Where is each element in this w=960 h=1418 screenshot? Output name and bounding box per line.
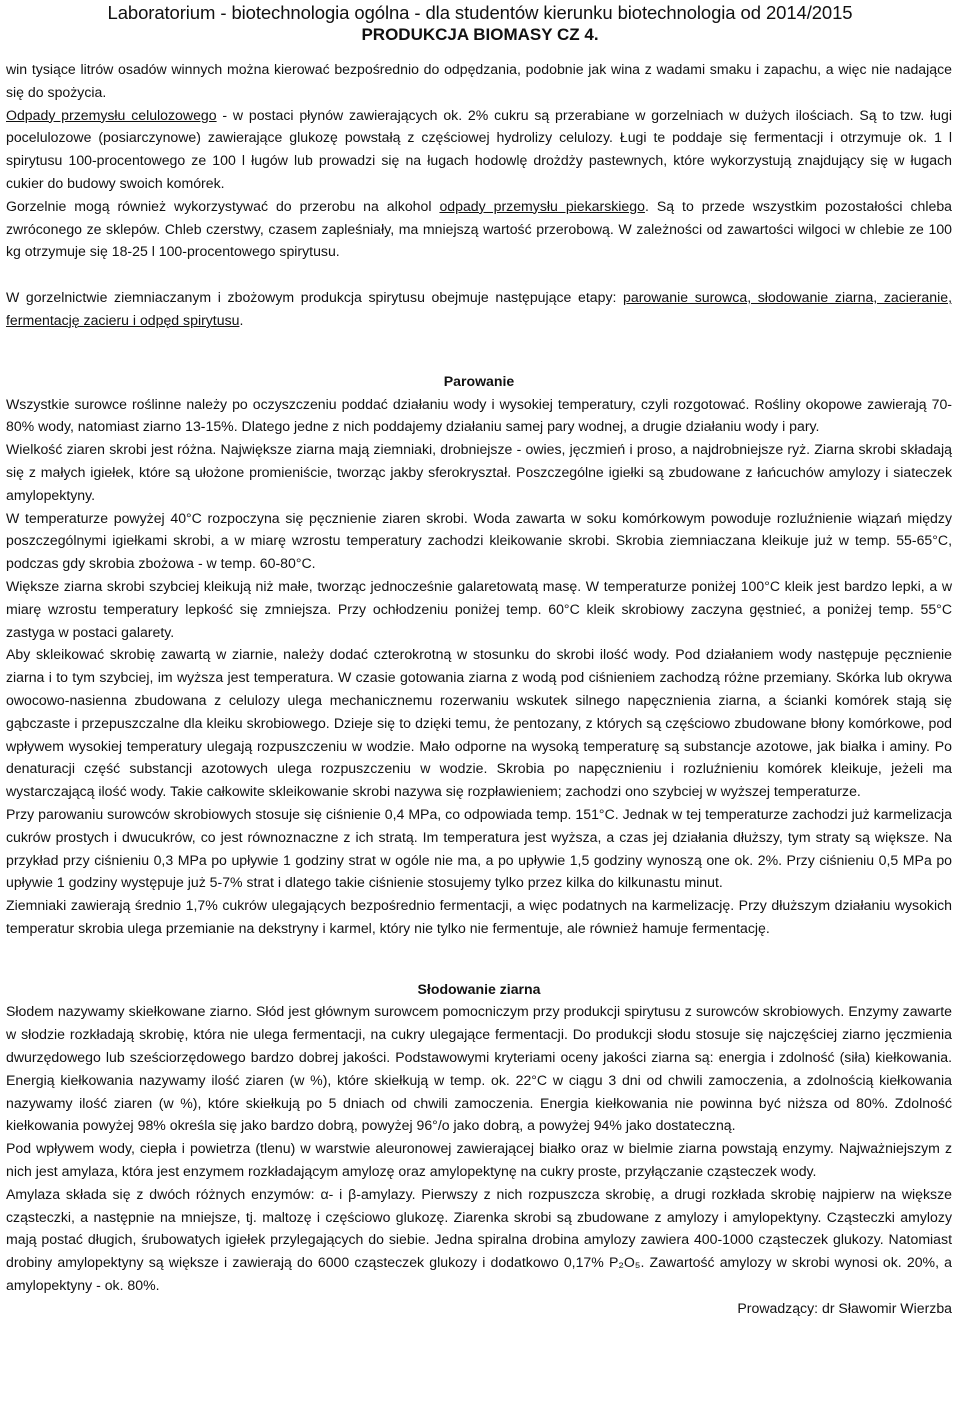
parowanie-paragraph: Wszystkie surowce roślinne należy po oczyszczeniu poddać działaniu wody i wysokiej temperatury, czyli rozgotować. Rośliny okopowe zawierają 70-80% wody, natomiast ziarno 13-15%. Dlatego jedne z nich poddajemy działaniu samej pary wodnej, a drugie działaniu wody i pary. bbox=[6, 395, 952, 435]
intro-paragraph-4-text-b: . bbox=[239, 311, 244, 328]
intro-paragraph-1: win tysiące litrów osadów winnych można kierować bezpośrednio do odpędzania, podobnie jak wina z wadami smaku i zapachu, a więc nie nadające się do spożycia. bbox=[6, 61, 952, 100]
section-heading-parowanie: Parowanie bbox=[443, 372, 515, 389]
slodowanie-paragraph: Pod wpływem wody, ciepła i powietrza (tlenu) w warstwie aleuronowej zawierającej białko oraz w bielmie ziarna powstają enzymy. Najważniejszym z nich jest amylaza, która jest enzymem rozkładającym amylozę oraz amylopektynę na cukry proste, przyłączanie cząsteczek wody. bbox=[6, 1140, 952, 1180]
page-header bbox=[0, 0, 960, 45]
instructor-signature: Prowadzący: dr Sławomir Wierzba bbox=[737, 1299, 952, 1316]
document-body bbox=[6, 58, 952, 1320]
slodowanie-paragraph: Amylaza składa się z dwóch różnych enzymów: α- i β-amylazy. Pierwszy z nich rozpuszcza skrobię, a drugi rozkłada skrobię najpierw na większe cząsteczki, a następnie na mniejsze, tj. maltozę i częściowo glukozę. Ziarenka skrobi są zbudowane z amylozy i amylopektyny. Cząsteczki amylozy mają postać długich, śrubowatych igiełek przylegających do siebie. Jedna spiralna drobina amylozy zawiera 400-1000 cząsteczek glukozy. Natomiast drobiny amylopektyny są większe i zawierają do 6000 cząsteczek glukozy i dodatkowo 0,17% P₂O₅. Zawartość amylozy w skrobi wynosi ok. 20%, a amylopektyny - ok. 80%. bbox=[6, 1185, 952, 1294]
intro-paragraph-2 bbox=[6, 104, 952, 195]
parowanie-paragraph: Ziemniaki zawierają średnio 1,7% cukrów ulegających bezpośrednio fermentacji, a więc podatnych na karmelizację. Przy dłuższym działaniu wysokich temperatur skrobia ulega przemianie na dekstryny i karmel, który nie tylko nie fermentuje, ale również hamuje fermentację. bbox=[6, 897, 952, 936]
intro-paragraph-4-text-a: W gorzelnictwie ziemniaczanym i zbożowym produkcja spirytusu obejmuje następujące etapy: bbox=[6, 289, 624, 306]
document-title: PRODUKCJA BIOMASY CZ 4. bbox=[361, 25, 599, 44]
course-title: Laboratorium - biotechnologia ogólna - dla studentów kierunku biotechnologia od 2014/2015 bbox=[107, 2, 853, 23]
intro-paragraph-3-text-a: Gorzelnie mogą również wykorzystywać do przerobu na alkohol bbox=[6, 197, 440, 214]
parowanie-paragraph: Większe ziarna skrobi szybciej kleikują niż małe, tworząc jednocześnie galaretowatą masę. W temperaturze poniżej 100°C kleik jest bardzo lepki, a w miarę wzrostu temperatury lepkość się zmniejsza. Przy ochłodzeniu poniżej temp. 60°C kleik skrobiowy zaczyna gęstnieć, a poniżej temp. 55°C zastyga w postaci galarety. bbox=[6, 577, 952, 640]
intro-paragraph-4 bbox=[6, 286, 952, 332]
intro-paragraph-3 bbox=[6, 195, 952, 263]
spacer bbox=[6, 332, 952, 370]
intro-paragraph-2-text: - w postaci płynów zawierających ok. 2% cukru są przerabiane w gorzelniach w dużych ilościach. Są to tzw. ługi pocelulozowe (posiarczynowe) zawierające glukozę powstałą z częściowej hydrolizy celulozy. Ługi te poddaje się fermentacji i otrzymuje ok. 1 l spirytusu 100-procentowego ze 100 l ługów lub prowadzi się na ługach hodowlę drożdży pastewnych, które wykorzystują znajdujący się w ługach cukier do budowy swoich komórek. bbox=[6, 106, 952, 191]
intro-paragraph-3-text-b: . Są to przede wszystkim pozostałości chleba zwróconego ze sklepów. Chleb czerstwy, czasem zapleśniały, ma mniejszą wartość przerobową. W zależności od zawartości wilgoci w chlebie ze 100 kg otrzymuje się 18-25 l 100-procentowego spirytusu. bbox=[6, 197, 953, 260]
spacer bbox=[6, 940, 952, 978]
link-etapy-produkcji[interactable]: parowanie surowca, słodowanie ziarna, zacieranie, fermentację zacieru i odpęd spirytusu bbox=[6, 289, 952, 328]
parowanie-paragraph: W temperaturze powyżej 40°C rozpoczyna się pęcznienie ziaren skrobi. Woda zawarta w soku komórkowym powoduje rozluźnienie wiązań między poszczególnymi igiełkami skrobi, a w miarę wzrostu temperatury zachodzi kleikowanie skrobi. Skrobia ziemniaczana kleikuje już w temp. 55-65°C, podczas gdy skrobia zbożowa - w temp. 60-80°C. bbox=[6, 509, 952, 572]
link-odpady-celulozowe[interactable]: Odpady przemysłu celulozowego bbox=[6, 106, 217, 123]
section-heading-slodowanie: Słodowanie ziarna bbox=[417, 980, 541, 997]
parowanie-paragraph: Przy parowaniu surowców skrobiowych stosuje się ciśnienie 0,4 MPa, co odpowiada temp. 151°C. Jednak w tej temperaturze zachodzi już karmelizacja cukrów prostych i dwucukrów, co jest równoznaczne z ich stratą. Im temperatura jest wyższa, a czas jej działania dłuższy, tym straty są większe. Na przykład przy ciśnieniu 0,3 MPa po upływie 1 godziny strat w ogóle nie ma, a po upływie 1,5 godziny wynoszą one ok. 2%. Przy ciśnieniu 0,5 MPa po upływie 1 godziny występuje już 5-7% strat i dlatego takie ciśnienie stosujemy tylko przez kilka do kilkunastu minut. bbox=[6, 805, 952, 891]
spacer bbox=[6, 263, 952, 286]
parowanie-paragraph: Aby skleikować skrobię zawartą w ziarnie, należy dodać czterokrotną w stosunku do skrobi ilość wody. Pod działaniem wody następuje pęcznienie ziarna i to tym szybciej, im wyższa jest temperatura. W czasie gotowania ziarna z wodą pod ciśnieniem zachodzą różne przemiany. Skórka lub okrywa owocowo-nasienna zbudowana z celulozy ulega mechanicznemu rozerwaniu wskutek silnego napęcznienia ziarna, a ścianki komórek stają się gąbczaste i przepuszczalne dla kleiku skrobiowego. Dzieje się to dzięki temu, że pentozany, z których są częściowo zbudowane błony komórkowe, pod wpływem wysokiej temperatury ulegają rozpuszczeniu w wodzie. Mało odporne na wysoką temperaturę są substancje azotowe, jak białka i aminy. Po denaturacji część substancji azotowych ulega rozpuszczeniu w wodzie. Skrobia po napęcznieniu i rozluźnieniu komórek kleikuje, jeżeli ma wystarczającą ilość wody. Takie całkowite skleikowanie skrobi nazywa się rozpławieniem; zachodzi ono szybciej w wyższej temperaturze. bbox=[6, 646, 952, 800]
link-odpady-piekarskie[interactable]: odpady przemysłu piekarskiego bbox=[439, 197, 645, 214]
parowanie-paragraph: Wielkość ziaren skrobi jest różna. Największe ziarna mają ziemniaki, drobniejsze - owies, jęczmień i proso, a najdrobniejsze ryż. Ziarna skrobi składają się z małych igiełek, które są ułożone promieniście, tworząc jakby sferokryształ. Poszczególne igiełki są zbudowane z łańcuchów amylozy i siateczek amylopektyny. bbox=[6, 441, 952, 503]
slodowanie-paragraph: Słodem nazywamy skiełkowane ziarno. Słód jest głównym surowcem pomocniczym przy produkcji spirytusu z surowców skrobiowych. Enzymy zawarte w słodzie rozkładają skrobię, która nie ulega fermentacji, na cukry ulegające fermentacji. Do produkcji słodu stosuje się najczęściej ziarno jęczmienia dwurzędowego lub sześciorzędowego bardzo dobrej jakości. Podstawowymi kryteriami oceny jakości ziarna są: energia i zdolność (siła) kiełkowania. Energią kiełkowania nazywamy ilość ziaren (w %), które skiełkują w temp. ok. 22°C w ciągu 3 dni od chwili zamoczenia, a zdolnością kiełkowania nazywamy ilość ziaren (w %), które skiełkują po 5 dniach od chwili zamoczenia. Energia kiełkowania nie powinna być niższa od 80%. Zdolność kiełkowania powyżej 98% określa się jako bardzo dobrą, powyżej 96°/o jako dobrą, a powyżej 94% jako dostateczną. bbox=[6, 1003, 952, 1134]
